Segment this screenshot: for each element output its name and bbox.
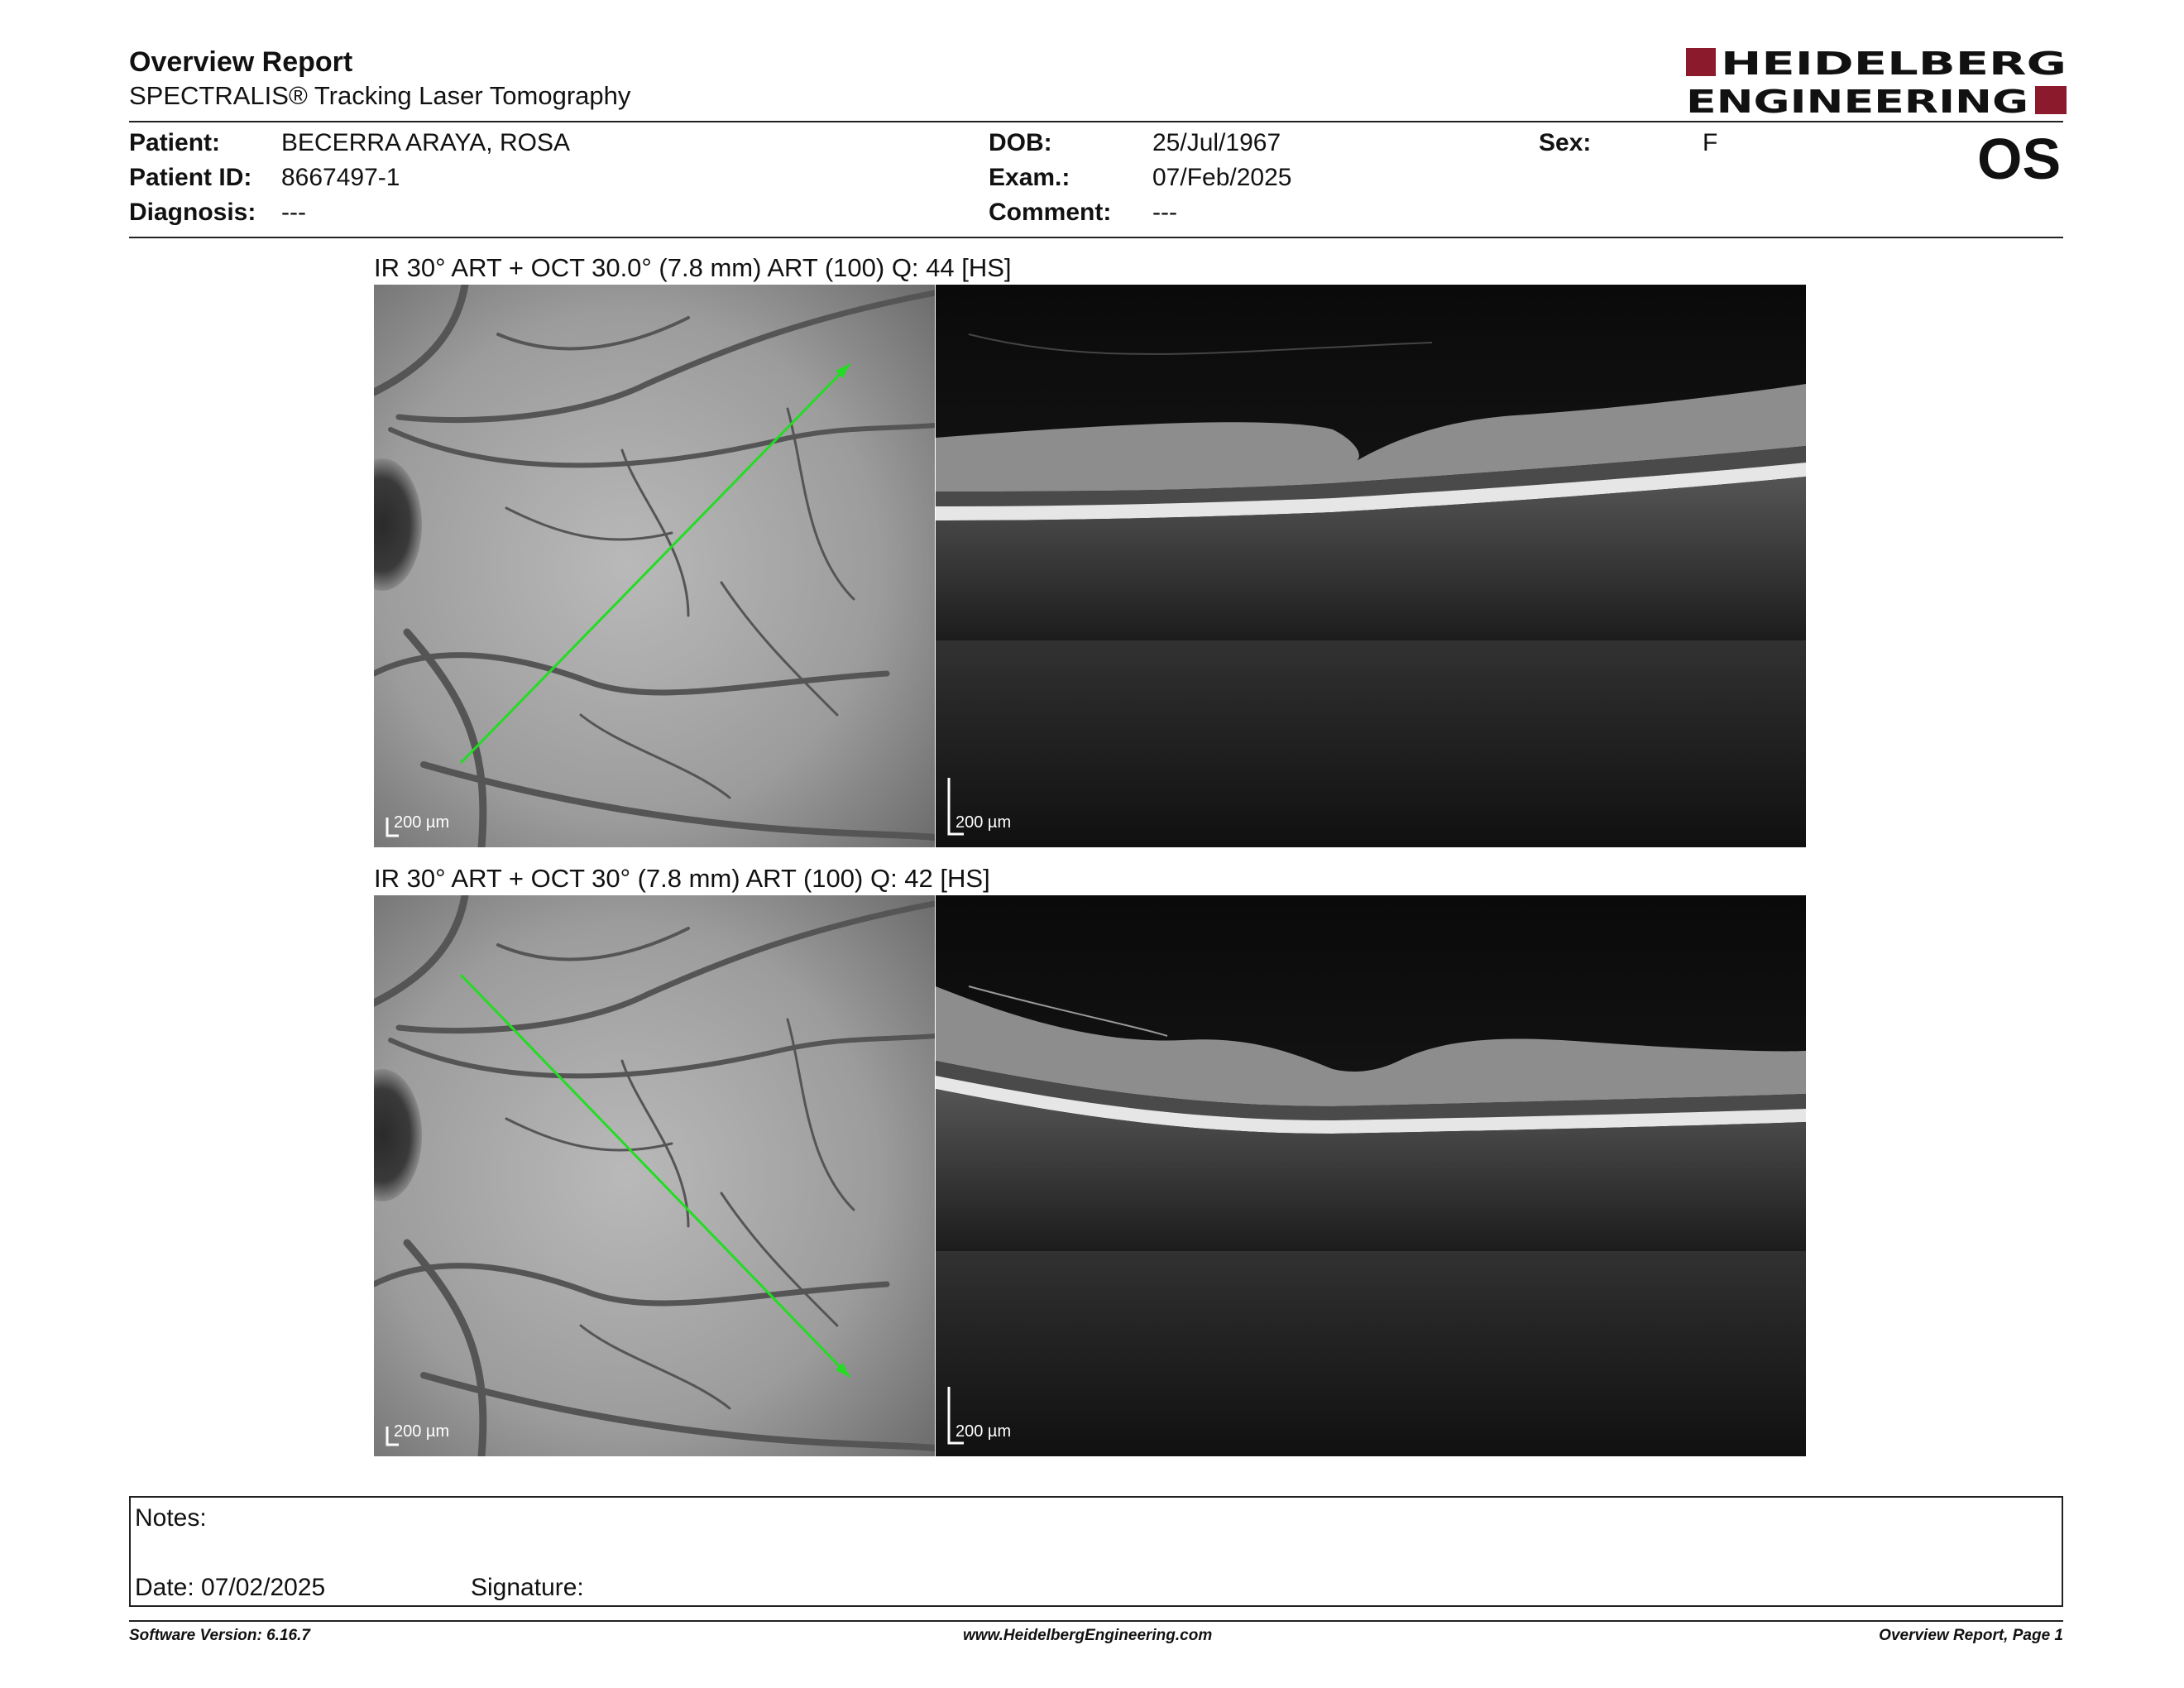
page-number: Overview Report, Page 1 <box>1879 1627 2063 1644</box>
patient-id: 8667497-1 <box>281 164 400 191</box>
exam-value: 07/Feb/2025 <box>1152 164 1292 191</box>
patient-divider <box>129 237 2063 238</box>
report-subtitle: SPECTRALIS® Tracking Laser Tomography <box>129 81 631 110</box>
scan-1-caption: IR 30° ART + OCT 30.0° (7.8 mm) ART (100) Q: 44 [HS] <box>374 253 1012 282</box>
brand-line-2: ENGINEERING <box>1686 84 2028 116</box>
fundus-image-2 <box>374 895 935 1456</box>
sex-value: F <box>1703 129 1718 156</box>
diagnosis-label: Diagnosis: <box>129 199 256 226</box>
oct-2-scalebar: 200 µm <box>956 1422 1012 1441</box>
patient-name: BECERRA ARAYA, ROSA <box>281 129 570 156</box>
patient-label: Patient: <box>129 129 221 156</box>
oct-bscan-2 <box>936 895 1806 1456</box>
comment-label: Comment: <box>989 199 1112 226</box>
fundus-2-scalebar: 200 µm <box>394 1422 450 1441</box>
software-version: Software Version: 6.16.7 <box>129 1627 310 1644</box>
date-label: Date: 07/02/2025 <box>135 1574 326 1601</box>
signature-label: Signature: <box>471 1574 584 1601</box>
fundus-1-scalebar: 200 µm <box>394 813 450 832</box>
fundus-image-1 <box>374 285 935 847</box>
exam-label: Exam.: <box>989 164 1070 191</box>
oct-1-scalebar: 200 µm <box>956 813 1012 832</box>
heidelberg-logo <box>1686 46 2067 116</box>
notes-box <box>129 1496 2063 1607</box>
dob-label: DOB: <box>989 129 1052 156</box>
diagnosis-value: --- <box>281 199 306 226</box>
scan-2-caption: IR 30° ART + OCT 30° (7.8 mm) ART (100) Q: 42 [HS] <box>374 864 990 893</box>
sex-label: Sex: <box>1539 129 1592 156</box>
footer-divider <box>129 1620 2063 1622</box>
header-divider <box>129 121 2063 122</box>
brand-line-1: HEIDELBERG <box>1721 46 2067 82</box>
notes-label: Notes: <box>135 1504 207 1532</box>
dob-value: 25/Jul/1967 <box>1152 129 1281 156</box>
website: www.HeidelbergEngineering.com <box>963 1627 1213 1644</box>
oct-bscan-1 <box>936 285 1806 847</box>
patient-id-label: Patient ID: <box>129 164 252 191</box>
comment-value: --- <box>1152 199 1177 226</box>
report-title: Overview Report <box>129 46 353 78</box>
eye-indicator: OS <box>1977 127 2062 191</box>
